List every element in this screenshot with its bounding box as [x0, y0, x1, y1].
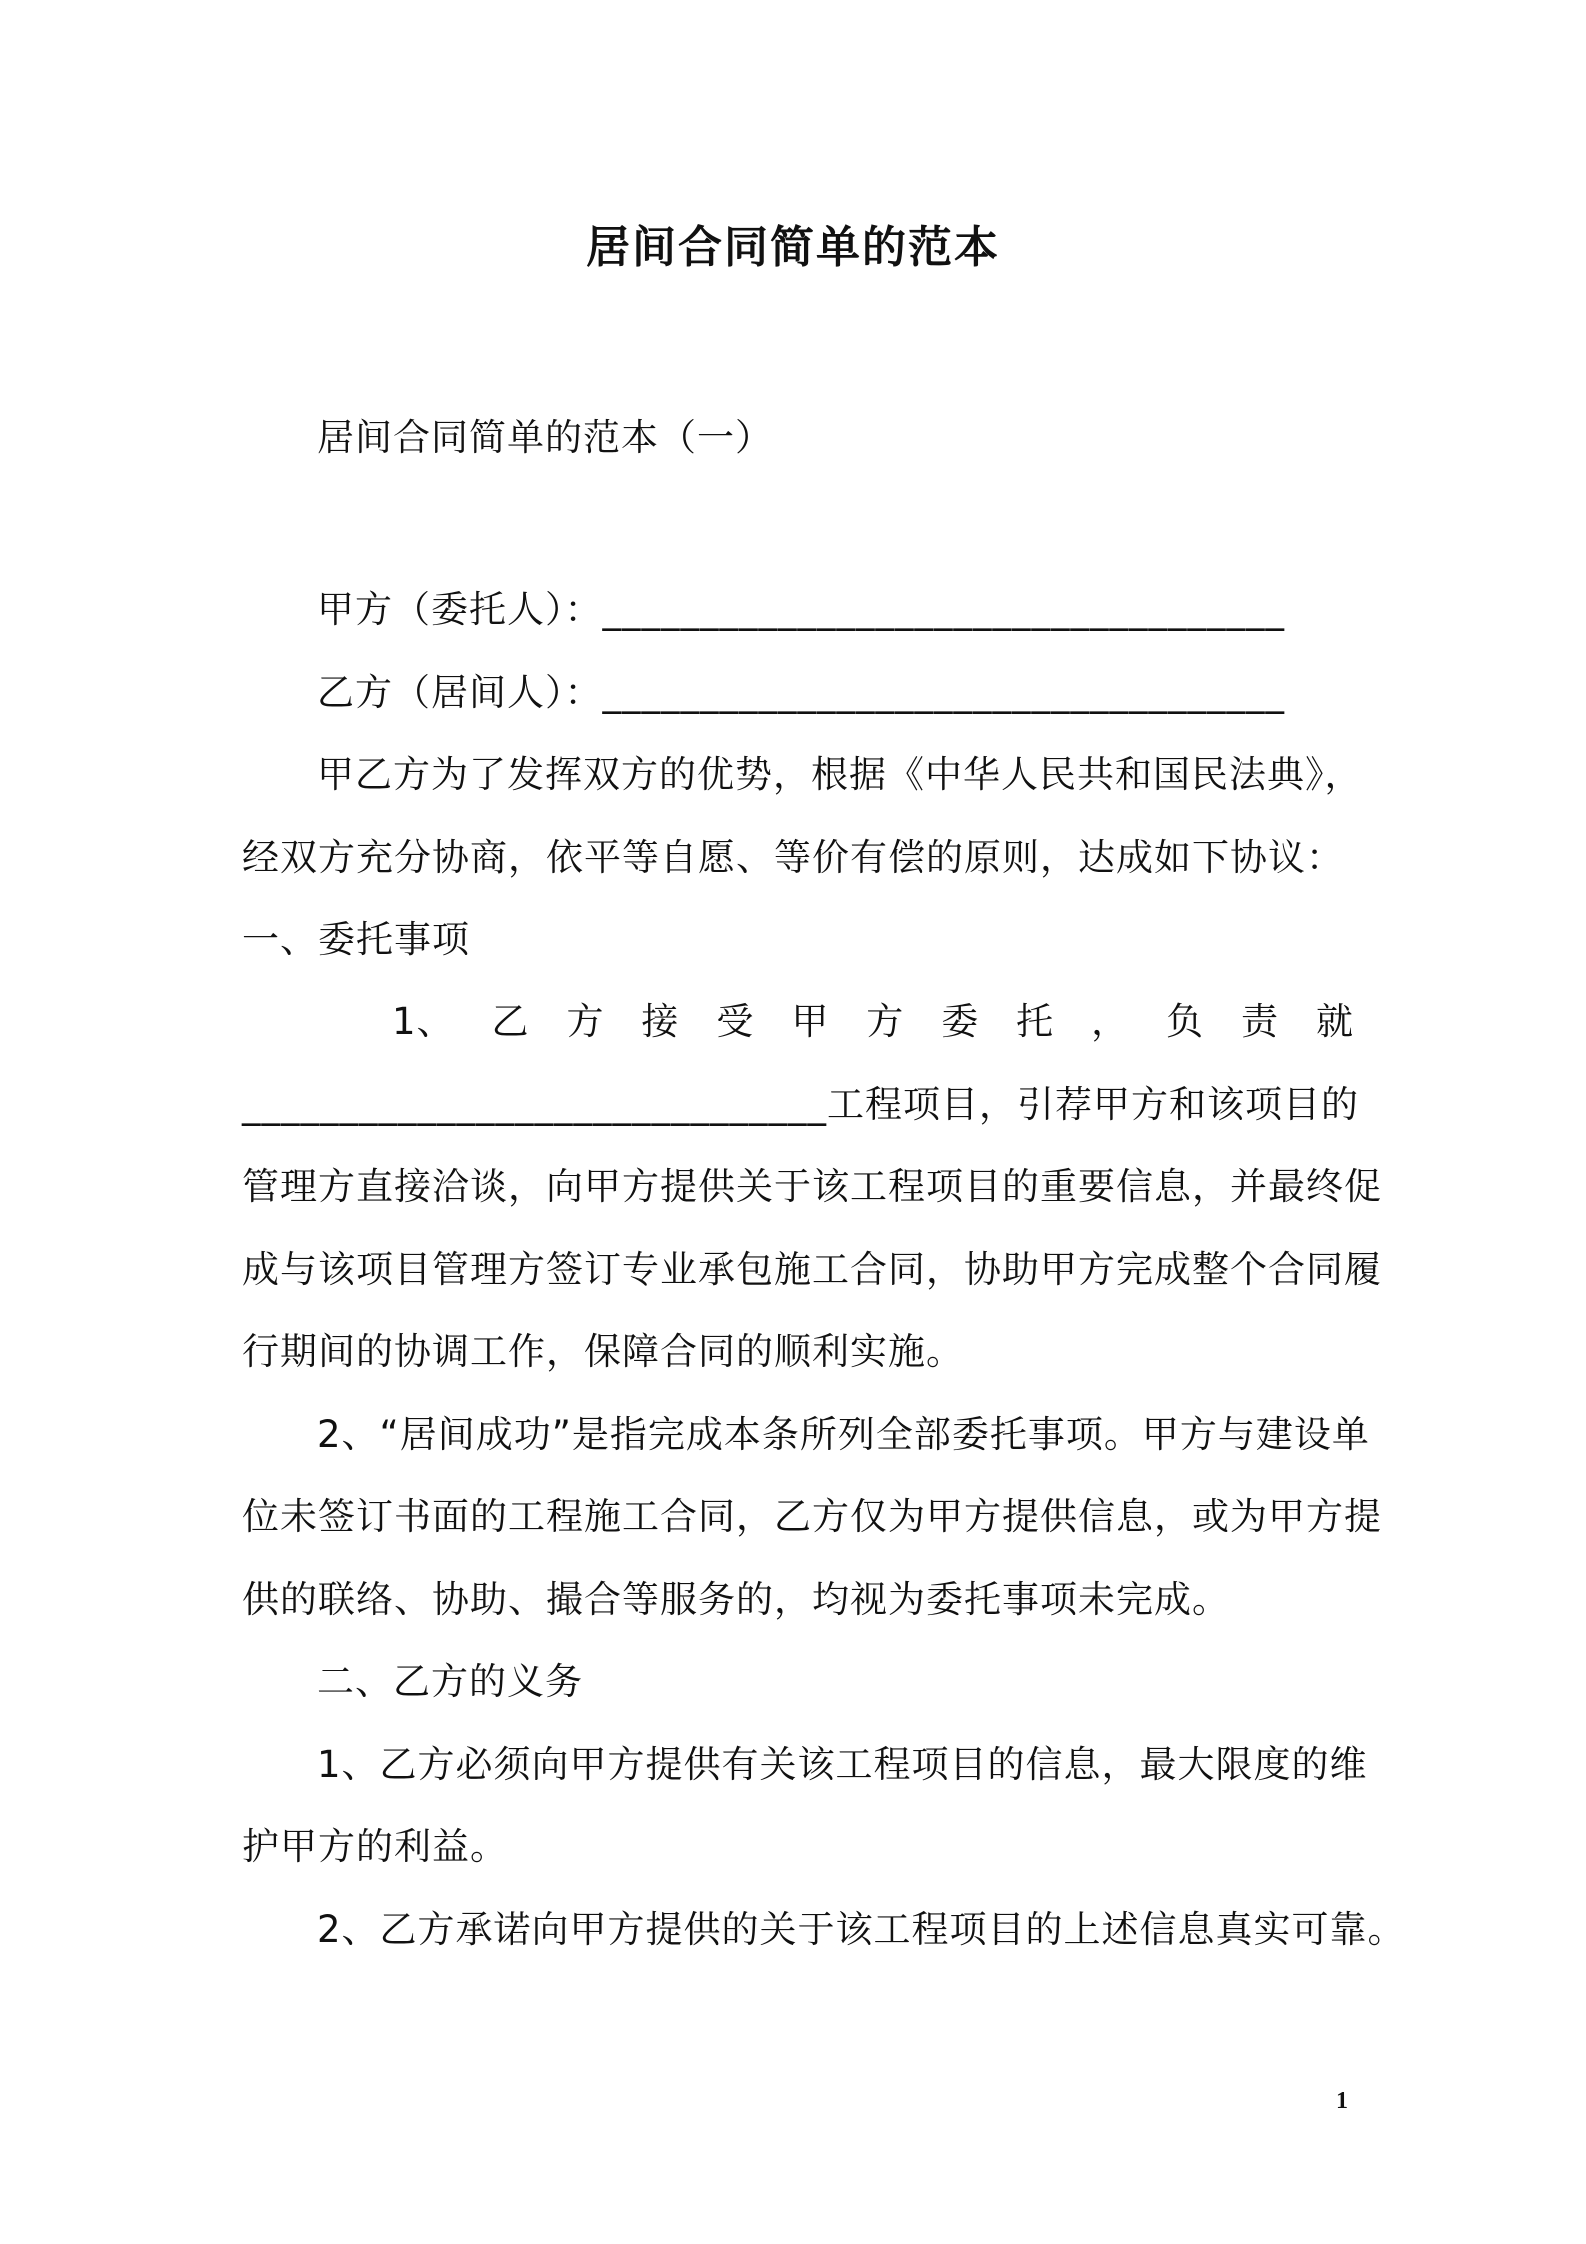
document-title: 居间合同简单的范本	[586, 222, 1000, 273]
clause-1-spread-line	[242, 996, 1362, 1048]
section-heading-1: 居间合同简单的范本（一）	[317, 416, 773, 459]
spread-char: 就	[1315, 1000, 1354, 1043]
paragraph-line: 1、乙方必须向甲方提供有关该工程项目的信息，最大限度的维	[317, 1743, 1368, 1786]
spread-char: 乙	[491, 1000, 530, 1043]
paragraph-line: 位未签订书面的工程施工合同，乙方仅为甲方提供信息，或为甲方提	[242, 1495, 1382, 1538]
spread-char: 1、	[392, 1000, 455, 1043]
paragraph-line: ______________________________工程项目，引荐甲方和该项目的	[242, 1083, 1359, 1126]
paragraph-line: 经双方充分协商，依平等自愿、等价有偿的原则，达成如下协议：	[242, 836, 1344, 879]
paragraph-line: 护甲方的利益。	[242, 1825, 508, 1868]
paragraph-line: 2、“居间成功”是指完成本条所列全部委托事项。甲方与建设单	[317, 1413, 1370, 1456]
party-a-line: 甲方（委托人）：___________________________________	[317, 588, 1285, 631]
spread-char: 方	[566, 1000, 605, 1043]
page-number: 1	[1336, 2088, 1348, 2114]
spread-char: 委	[941, 1000, 980, 1043]
spread-char: 负	[1166, 1000, 1205, 1043]
clause-heading-1: 一、委托事项	[242, 918, 470, 961]
clause-heading-2: 二、乙方的义务	[317, 1660, 583, 1703]
spread-char: 接	[641, 1000, 680, 1043]
spread-char: 方	[866, 1000, 905, 1043]
paragraph-line: 行期间的协调工作，保障合同的顺利实施。	[242, 1330, 964, 1373]
paragraph-line: 管理方直接洽谈，向甲方提供关于该工程项目的重要信息，并最终促	[242, 1165, 1382, 1208]
spread-char: ，	[1091, 1000, 1130, 1043]
paragraph-line: 甲乙方为了发挥双方的优势，根据《中华人民共和国民法典》，	[317, 753, 1363, 796]
spread-char: 受	[716, 1000, 755, 1043]
paragraph-line: 2、乙方承诺向甲方提供的关于该工程项目的上述信息真实可靠。	[317, 1908, 1406, 1951]
paragraph-line: 成与该项目管理方签订专业承包施工合同，协助甲方完成整个合同履	[242, 1248, 1382, 1291]
spread-char: 托	[1016, 1000, 1055, 1043]
party-b-line: 乙方（居间人）：___________________________________	[317, 671, 1285, 714]
spread-char: 甲	[791, 1000, 830, 1043]
spread-char: 责	[1241, 1000, 1280, 1043]
paragraph-line: 供的联络、协助、撮合等服务的，均视为委托事项未完成。	[242, 1578, 1230, 1621]
